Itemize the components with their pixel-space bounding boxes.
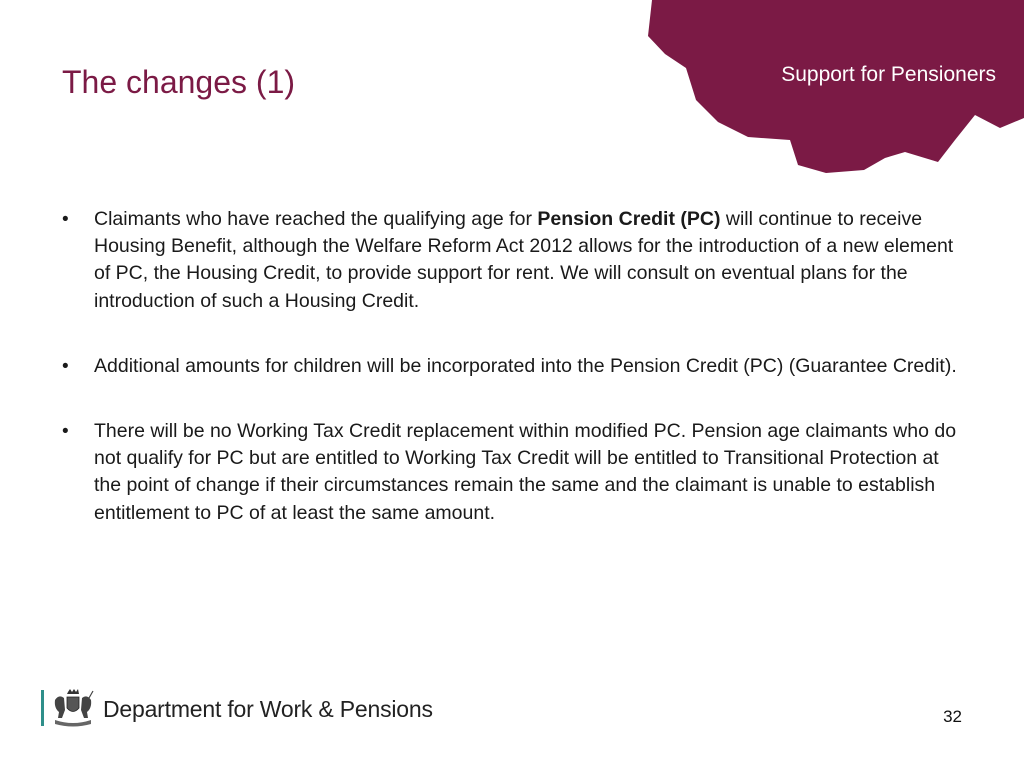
bullet-text-part: will continue to receive Housing Benefit, although the Welfare Reform Act 2012 allows for the introduction of a new element of PC, the Housing Credit, to provide support for rent. We will consult on eventual plans for the introduction of such a Housing Credit. [94,208,954,312]
footer-accent-bar [41,690,44,726]
bullet-text: Additional amounts for children will be incorporated into the Pension Credit (PC) (Guarantee Credit). [94,354,957,377]
page-number: 32 [943,707,962,726]
bullet-item [62,206,962,315]
slide-title: The changes (1) [62,64,296,100]
section-label: Support for Pensioners [781,63,996,86]
bullet-item [62,418,962,527]
bullet-marker: • [62,421,69,443]
bullet-text-part: Claimants who have reached the qualifying age for [94,208,538,230]
bullet-marker: • [62,209,69,230]
royal-coat-of-arms-icon [51,688,95,728]
bullet-marker: • [62,355,69,377]
bullet-list [62,206,962,565]
department-name: Department for Work & Pensions [103,696,433,722]
bullet-item [62,353,962,380]
bullet-text-bold: Pension Credit (PC) [537,208,721,230]
bullet-text: There will be no Working Tax Credit replacement within modified PC. Pension age claimants who do not qualify for PC but are entitled to Working Tax Credit will be entitled to Transitional Protection at the point of change if their circumstances remain the same and the claimant is unable to establish entitlement to PC of at least the same amount. [94,420,957,524]
